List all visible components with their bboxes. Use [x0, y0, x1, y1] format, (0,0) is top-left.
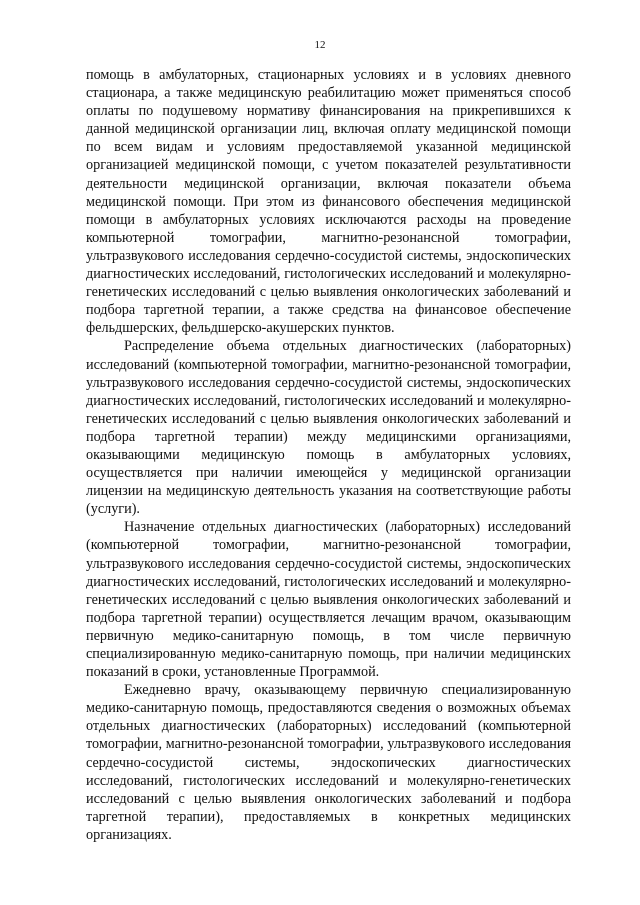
- page-number: 12: [314, 39, 326, 51]
- paragraph-continuation: помощь в амбулаторных, стационарных условиях и в условиях дневного стационара, а также медицинскую реабилитацию может применяться способ оплаты по подушевому нормативу финансирования на прикрепившихся к данной медицинской организации лиц, включая оплату медицинской помощи по всем видам и условиям предоставляемой указанной медицинской организацией медицинской помощи, с учетом показателей результативности деятельности медицинской организации, включая показатели объема медицинской помощи. При этом из финансового обеспечения медицинской помощи в амбулаторных условиях исключаются расходы на проведение компьютерной томографии, магнитно-резонансной томографии, ультразвукового исследования сердечно-сосудистой системы, эндоскопических диагностических исследований, гистологических исследований и молекулярно-генетических исследований с целью выявления онкологических заболеваний и подбора таргетной терапии, а также средства на финансовое обеспечение фельдшерских, фельдшерско-акушерских пунктов.: [86, 67, 571, 337]
- paragraph-daily-info: Ежедневно врачу, оказывающему первичную специализированную медико-санитарную помощь, предоставляются сведения о возможных объемах отдельных диагностических (лабораторных) исследований (компьютерной томографии, магнитно-резонансной томографии, ультразвукового исследования сердечно-сосудистой системы, эндоскопических диагностических исследований, гистологических исследований и молекулярно-генетических исследований с целью выявления онкологических заболеваний и подбора таргетной терапии), предоставляемых в конкретных медицинских организациях.: [86, 682, 571, 843]
- document-body: [86, 66, 571, 844]
- paragraph-prescription: Назначение отдельных диагностических (лабораторных) исследований (компьютерной томографии, магнитно-резонансной томографии, ультразвукового исследования сердечно-сосудистой системы, эндоскопических диагностических исследований, гистологических исследований и молекулярно-генетических исследований с целью выявления онкологических заболеваний и подбора таргетной терапии) осуществляется лечащим врачом, оказывающим первичную медико-санитарную помощь, в том числе первичную специализированную медико-санитарную помощь, при наличии медицинских показаний в сроки, установленные Программой.: [86, 519, 571, 681]
- paragraph-distribution: Распределение объема отдельных диагностических (лабораторных) исследований (компьютерной томографии, магнитно-резонансной томографии, ультразвукового исследования сердечно-сосудистой системы, эндоскопических диагностических исследований, гистологических исследований и молекулярно-генетических исследований с целью выявления онкологических заболеваний и подбора таргетной терапии) между медицинскими организациями, оказывающими медицинскую помощь в амбулаторных условиях, осуществляется при наличии имеющейся у медицинской организации лицензии на медицинскую деятельность указания на соответствующие работы (услуги).: [86, 338, 571, 518]
